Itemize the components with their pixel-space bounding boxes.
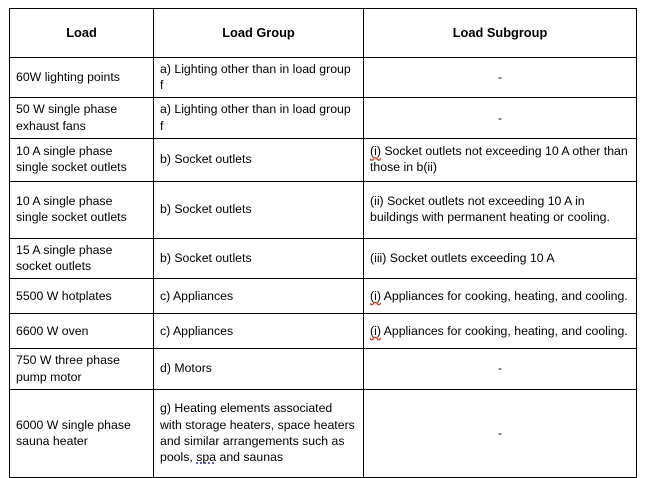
column-header-load-group: Load Group (154, 9, 364, 58)
cell-load-subgroup-dash: - (364, 389, 637, 477)
cell-load-group: c) Appliances (154, 279, 364, 314)
cell-load: 5500 W hotplates (10, 279, 154, 314)
cell-load-group: b) Socket outlets (154, 181, 364, 238)
header-row (10, 9, 637, 58)
load-classification-table (9, 8, 637, 478)
table-row (10, 138, 637, 181)
table-row (10, 314, 637, 349)
table-row (10, 238, 637, 278)
cell-load-group: b) Socket outlets (154, 238, 364, 278)
spell-error-text: (i) (370, 144, 381, 159)
table-row (10, 98, 637, 138)
table-header (10, 9, 637, 58)
column-header-load-subgroup: Load Subgroup (364, 9, 637, 58)
spell-error-text: (i) (370, 323, 381, 338)
spell-error-text: (i) (370, 288, 381, 303)
cell-load: 60W lighting points (10, 58, 154, 98)
cell-load: 750 W three phase pump motor (10, 349, 154, 389)
cell-load: 10 A single phase single socket outlets (10, 181, 154, 238)
cell-load-group: g) Heating elements associated with storage heaters, space heaters and similar arrangements such as pools, spa and saunas (154, 389, 364, 477)
cell-load-group: c) Appliances (154, 314, 364, 349)
load-classification-table-container (9, 8, 636, 478)
cell-load-subgroup: (i) Appliances for cooking, heating, and cooling. (364, 314, 637, 349)
cell-load: 50 W single phase exhaust fans (10, 98, 154, 138)
cell-load-group: d) Motors (154, 349, 364, 389)
cell-load: 6000 W single phase sauna heater (10, 389, 154, 477)
grammar-error-text: spa (196, 449, 217, 464)
cell-load-subgroup: (ii) Socket outlets not exceeding 10 A in buildings with permanent heating or cooling. (364, 181, 637, 238)
cell-load-subgroup: (i) Appliances for cooking, heating, and cooling. (364, 279, 637, 314)
cell-load: 6600 W oven (10, 314, 154, 349)
table-row (10, 181, 637, 238)
table-row (10, 389, 637, 477)
table-row (10, 58, 637, 98)
cell-load-subgroup-dash: - (364, 349, 637, 389)
cell-load-subgroup: (i) Socket outlets not exceeding 10 A other than those in b(ii) (364, 138, 637, 181)
column-header-load: Load (10, 9, 154, 58)
cell-load-group: a) Lighting other than in load group f (154, 58, 364, 98)
cell-load-group: a) Lighting other than in load group f (154, 98, 364, 138)
cell-load-subgroup-dash: - (364, 58, 637, 98)
cell-load-subgroup-dash: - (364, 98, 637, 138)
cell-load: 15 A single phase socket outlets (10, 238, 154, 278)
table-body (10, 58, 637, 478)
table-row (10, 349, 637, 389)
cell-load: 10 A single phase single socket outlets (10, 138, 154, 181)
cell-load-subgroup: (iii) Socket outlets exceeding 10 A (364, 238, 637, 278)
table-row (10, 279, 637, 314)
cell-load-group: b) Socket outlets (154, 138, 364, 181)
